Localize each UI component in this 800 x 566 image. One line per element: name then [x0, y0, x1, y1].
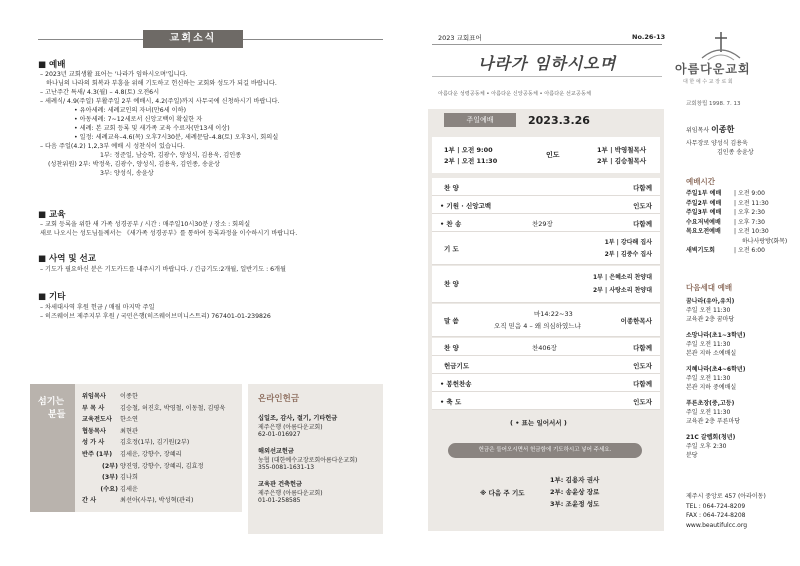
- staff-names: 김세운: [120, 485, 138, 493]
- news-line: – 히즈웨이브 제주지부 후원 / 국민은행(히즈웨이브미니스트리) 767401-01-239826: [40, 313, 271, 320]
- news-line: – 세례식/ 4.9(주일) 부활주일 2부 예배시, 4.2(주일)까지 사무국에 신청하시기 바랍니다.: [40, 98, 280, 105]
- news-line: 3부: 양성식, 송윤상: [100, 170, 154, 177]
- phone-number: TEL : 064-724-8209: [686, 502, 746, 510]
- worship-date: 2023.3.26: [528, 114, 590, 127]
- church-denomination: 대 한 예 수 교 장 로 회: [683, 79, 733, 85]
- news-line: – 고난주간 특새/ 4.3(월) – 4.8(토) 오전6시: [40, 89, 160, 96]
- mid-rule: [432, 76, 662, 77]
- news-line: – 기도가 필요하신 분은 기도카드를 내주시기 바랍니다. / 긴급기도:2개월, 일반기도 : 6개월: [40, 266, 287, 273]
- worship-label: 주일예배: [444, 113, 516, 127]
- mission-news-list: [40, 265, 286, 274]
- address-line: 제주시 중앙로 457 (아라이동): [686, 493, 766, 500]
- service-time: 오전 9:00: [737, 190, 765, 197]
- elder-names: 양성식 김용욱: [711, 140, 748, 147]
- news-line: 새로 나오시는 성도님들께서는 《새가족 성경공부》를 통하여 등록과정을 이수하시기 바랍니다.: [40, 230, 298, 237]
- staff-band-title: 분들: [48, 410, 66, 420]
- order-hymn: 찬29장: [532, 220, 553, 228]
- next-gen-group: 소망나라(초1~3학년): [686, 332, 746, 339]
- offering-note: 헌금은 들어오시면서 헌금함에 기도하시고 넣어 주세요.: [478, 447, 612, 453]
- church-name: 아름다운교회: [675, 62, 751, 76]
- issue-number: No.26-13: [632, 33, 666, 41]
- order-leader: 다함께: [633, 184, 652, 192]
- next-gen-place: 분당: [686, 452, 698, 459]
- order-item: 헌금기도: [444, 362, 470, 370]
- staff-role: 교육전도사: [82, 416, 112, 424]
- pastor-label: 위임목사: [686, 127, 710, 134]
- next-gen-time: 주일 오전 11:30: [686, 341, 731, 348]
- order-leader: 인도자: [633, 398, 652, 406]
- worship-section-title: ■ 예배: [38, 60, 66, 70]
- pastor-name: 이종한: [711, 125, 735, 134]
- news-line: 하나님의 나라의 회복과 부흥을 위해 기도하고 헌신하는 교회와 성도가 되길 바랍니다.: [46, 80, 277, 87]
- order-leader: 2부 | 김중수 집사: [604, 251, 652, 258]
- staff-role: 간 사: [82, 497, 97, 505]
- order-row: [432, 392, 660, 410]
- order-row: [432, 196, 660, 214]
- staff-role: (2부): [102, 462, 118, 470]
- order-item: 찬 양: [444, 184, 459, 192]
- service-time: 하나사랑방(화목): [742, 237, 788, 245]
- news-line: 1부: 정준일, 남승학, 김광수, 양성식, 김용욱, 김인종: [100, 152, 242, 159]
- next-gen-title: 다음세대 예배: [686, 283, 733, 292]
- order-row: [432, 214, 660, 232]
- order-row: [432, 356, 660, 374]
- service-name: 수요저녁예배: [686, 218, 721, 226]
- next-prayer-item: 1부: 김용자 권사: [550, 476, 600, 484]
- offering-note-pill: [448, 443, 642, 458]
- top-rule: [432, 44, 662, 45]
- etc-section-title: ■ 기타: [38, 292, 66, 302]
- next-gen-time: 주일 오후 2:30: [686, 443, 727, 450]
- communities-line: 아름다운 성령공동체 • 아름다운 신앙공동체 • 아름다운 선교공동체: [438, 91, 591, 97]
- online-offering-list: [258, 413, 378, 504]
- service-name: 주일2부 예배: [686, 199, 722, 207]
- order-leader: 이종한목사: [620, 317, 652, 325]
- order-row: [432, 266, 660, 303]
- service-time: 오전 11:30: [737, 199, 769, 207]
- church-address: [686, 492, 766, 530]
- next-gen-group: 지혜나라(초4~6학년): [686, 366, 746, 373]
- staff-role: 반주 (1부): [82, 450, 113, 458]
- account-title: 십일조, 감사, 절기, 기타헌금: [258, 415, 338, 422]
- next-gen-time: 주일 오전 11:30: [686, 375, 731, 382]
- order-row: [432, 178, 660, 196]
- sermon-title: 오직 믿음 4 – 왜 의심하였느냐: [494, 322, 581, 330]
- next-gen-list: [686, 296, 796, 459]
- account-title: 해외선교헌금: [258, 448, 294, 455]
- order-leader: 다함께: [633, 220, 652, 228]
- order-leader: 1부 | 은혜소리 찬양대: [592, 274, 652, 281]
- order-hymn: 찬406장: [532, 344, 557, 352]
- staff-role: 부 목 사: [82, 404, 105, 412]
- next-gen-place: 본관 지하 중예배실: [686, 384, 737, 391]
- order-item: 찬 양: [444, 280, 459, 288]
- service-time: 오후 2:30: [737, 209, 765, 216]
- next-prayer-item: 2부: 송윤상 장로: [550, 488, 600, 496]
- account-number: 01-01-258585: [258, 497, 301, 504]
- education-news-list: [40, 220, 297, 238]
- etc-news-list: [40, 303, 271, 321]
- news-line: – 교회 등록을 위한 새 가족 성경공부 / 시간 : 매주일10시30분 / 장소 : 회의실: [40, 221, 251, 228]
- news-line: – 차세대사역 후원 헌금 / 매월 마지막 주일: [40, 304, 155, 311]
- next-gen-place: 교육관 2층 푸른마당: [686, 418, 741, 425]
- order-item: 말 씀: [444, 317, 459, 325]
- website-link[interactable]: www.beautifulcc.org: [686, 521, 748, 529]
- order-row: [432, 304, 660, 337]
- order-item: 기 도: [444, 245, 459, 253]
- elder-names: 김인종 송윤상: [717, 149, 754, 156]
- education-section-title: ■ 교육: [38, 210, 66, 220]
- staff-role: 성 가 사: [82, 439, 105, 447]
- account-bank: 농협 (대한예수교장로회아름다운교회): [258, 457, 358, 464]
- staff-names: 김세운, 강향수, 장혜리: [120, 450, 182, 458]
- order-leader: 2부 | 사랑소리 찬양대: [592, 287, 652, 294]
- order-row: [432, 374, 660, 392]
- order-leader: 인도자: [633, 202, 652, 210]
- staff-names: 김나희: [120, 474, 138, 482]
- stand-note: ( • 표는 일어서서 ): [510, 419, 567, 427]
- order-leader: 1부 | 박영철목사: [597, 146, 647, 154]
- next-gen-group: 푸른초장(중,고등): [686, 400, 735, 407]
- service-times-list: 주일1부 예배 | 오전 9:00 주일2부 예배 | 오전 11:30 주일3부 예배 | 오후 2:30 수요저녁예배 | 오후 7:30 목요오전예배 | 오전 10:30 하나사랑방(화목) 새벽기도회 | 오전 6:00: [686, 189, 796, 256]
- order-leader: 2부 | 김승철목사: [597, 157, 647, 165]
- news-line: • 유아세례: 세례교인의 자녀(만6세 이하): [74, 107, 187, 114]
- service-time: 오전 10:30: [737, 228, 769, 235]
- next-gen-group: 21C 갈렙회(청년): [686, 434, 736, 441]
- staff-role: 협동목사: [82, 427, 106, 435]
- motto-script: 나라가 임하시오며: [478, 54, 617, 73]
- fax-number: FAX : 064-724-8208: [686, 512, 746, 519]
- staff-names: 김호정(1부), 김기원(2부): [120, 439, 190, 447]
- news-line: • 세례: 본 교회 등록 및 새가족 교육 수료자(만13세 이상): [74, 125, 230, 132]
- staff-names: 양진영, 강향수, 장혜리, 김효정: [120, 462, 204, 470]
- order-leader: 인도자: [633, 362, 652, 370]
- staff-band: [30, 384, 75, 512]
- order-item: • 봉헌찬송: [440, 380, 472, 388]
- order-item: • 축 도: [440, 398, 462, 406]
- order-leader: 다함께: [633, 380, 652, 388]
- order-item: 1부 | 오전 9:00: [444, 146, 493, 154]
- service-time: 오후 7:30: [737, 218, 765, 226]
- elder-label: 사무장로: [686, 140, 710, 147]
- staff-names: 최현관: [120, 427, 138, 435]
- news-line: • 일정: 세례교육–4.6(목) 오후7시30분, 세례문답–4.8(토) 오후3시, 회의실: [74, 134, 279, 141]
- staff-role: (3부): [102, 474, 118, 482]
- online-offering-title: 온라인헌금: [258, 394, 300, 404]
- service-time: 오전 6:00: [737, 247, 765, 254]
- next-gen-place: 교육관 2층 꿈마당: [686, 316, 735, 323]
- order-mid: 인도: [546, 151, 560, 159]
- order-item: • 찬 송: [440, 220, 462, 228]
- staff-band-title: 섬기는: [38, 397, 65, 407]
- next-gen-time: 주일 오전 11:30: [686, 307, 731, 314]
- account-title: 교육관 건축헌금: [258, 481, 302, 488]
- founding-date: 교회창립 1998. 7. 13: [686, 101, 741, 107]
- order-scripture: 마14:22~33: [534, 310, 573, 318]
- order-row: [432, 338, 660, 356]
- news-line: • 아동세례: 7~12세로서 신앙고백이 확실한 자: [74, 116, 203, 123]
- account-bank: 제주은행 (아름다운교회): [258, 490, 323, 497]
- next-gen-place: 본관 지하 소예배실: [686, 350, 737, 357]
- staff-role: (수요): [100, 485, 118, 493]
- mission-section-title: ■ 사역 및 선교: [38, 254, 96, 264]
- next-prayer-list: [550, 474, 599, 510]
- next-prayer-item: 3부: 조윤정 성도: [550, 500, 600, 508]
- account-number: 62-01-016927: [258, 431, 301, 438]
- staff-list: [82, 391, 240, 507]
- order-item: • 기원 · 신앙고백: [440, 202, 492, 210]
- next-prayer-label: ※ 다음 주 기도: [480, 489, 525, 497]
- staff-names: 김승철, 허진호, 박영철, 이동철, 김평욱: [120, 404, 226, 412]
- service-name: 주일3부 예배: [686, 209, 722, 216]
- order-row: [432, 232, 660, 265]
- news-line: – 2023년 교회생활 표어는 '나라가 임하시오며'입니다.: [40, 71, 188, 78]
- worship-news-list: [40, 70, 279, 178]
- staff-names: 이종한: [120, 393, 138, 400]
- staff-role: 위임목사: [82, 393, 106, 400]
- motto-label: 2023 교회표어: [438, 34, 482, 42]
- next-gen-time: 주일 오전 11:30: [686, 409, 731, 416]
- service-times-title: 예배시간: [686, 177, 715, 186]
- order-item: 찬 양: [444, 344, 459, 352]
- service-name: 새벽기도회: [686, 247, 715, 254]
- news-line: – 다음 주일(4.2) 1,2,3부 예배 시 성찬식이 있습니다.: [40, 143, 185, 150]
- order-item: 2부 | 오전 11:30: [444, 157, 498, 165]
- next-gen-group: 꿈나라(유아,유치): [686, 298, 735, 305]
- staff-names: 최선아(사무), 박성혁(관리): [120, 497, 194, 505]
- order-row: [432, 137, 660, 173]
- news-line: (성찬위원) 2부: 박정욱, 김광수, 양성식, 김용욱, 김인종, 송윤상: [48, 161, 220, 168]
- pastor-info: [686, 124, 754, 156]
- service-name: 목요오전예배: [686, 228, 721, 235]
- account-number: 355-0081-1631-13: [258, 464, 315, 471]
- church-logo-icon: [700, 30, 742, 62]
- order-leader: 다함께: [633, 344, 652, 352]
- account-bank: 제주은행 (아름다운교회): [258, 424, 323, 431]
- news-header: 교회소식: [143, 30, 243, 48]
- staff-names: 한소연: [120, 416, 138, 424]
- order-leader: 1부 | 강다해 집사: [604, 239, 652, 246]
- service-name: 주일1부 예배: [686, 190, 722, 197]
